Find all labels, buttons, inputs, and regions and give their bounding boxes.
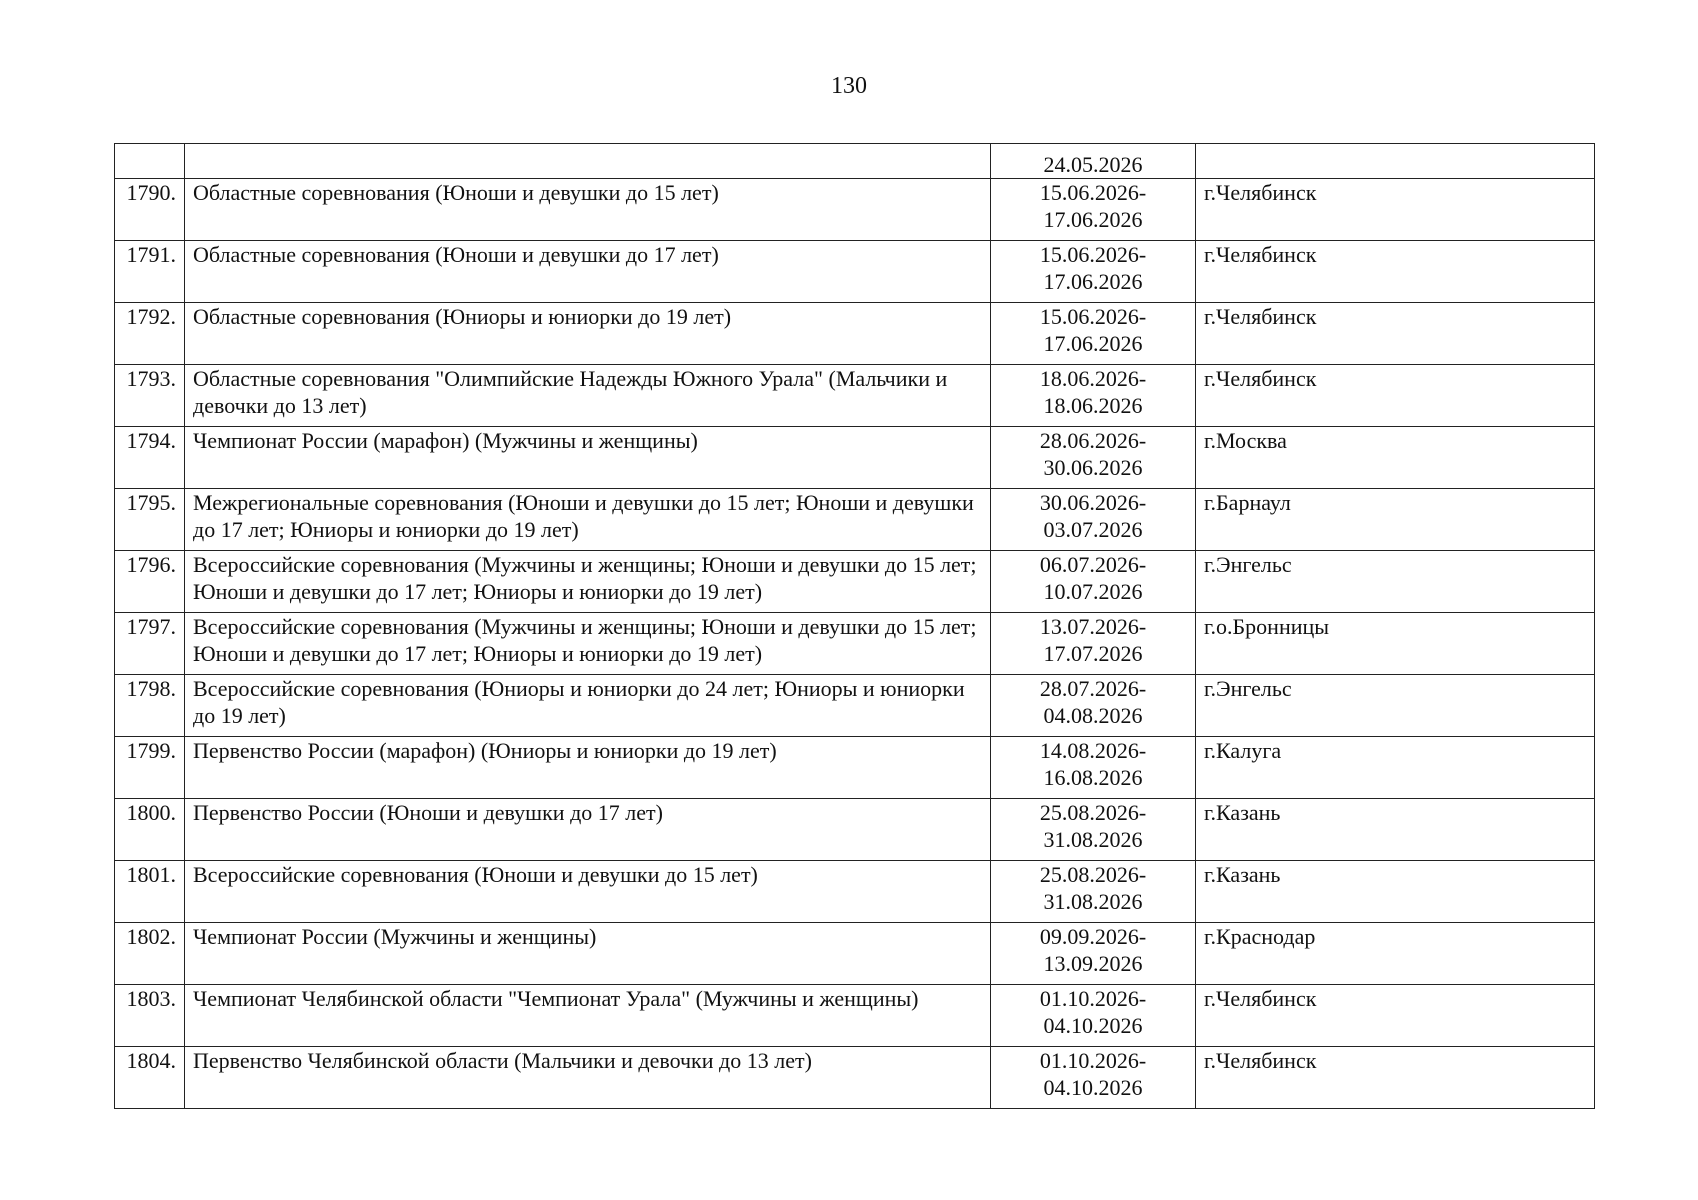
event-dates xyxy=(991,489,1196,551)
event-dates xyxy=(991,923,1196,985)
event-dates xyxy=(991,179,1196,241)
event-place: г.Энгельс xyxy=(1196,675,1595,737)
event-date-end: 04.08.2026 xyxy=(1043,703,1143,728)
table-row xyxy=(115,551,1595,613)
event-date-start: 14.08.2026- xyxy=(1039,738,1147,763)
event-dates xyxy=(991,551,1196,613)
event-name: Областные соревнования (Юноши и девушки до 15 лет) xyxy=(185,179,991,241)
event-date-end: 18.06.2026 xyxy=(1043,393,1143,418)
event-name: Первенство России (марафон) (Юниоры и юниорки до 19 лет) xyxy=(185,737,991,799)
event-place: г.Челябинск xyxy=(1196,303,1595,365)
event-date-end: 17.07.2026 xyxy=(1043,641,1143,666)
event-date-end: 17.06.2026 xyxy=(1043,269,1143,294)
row-number: 1803. xyxy=(115,985,185,1047)
table-row-continuation xyxy=(115,144,1595,179)
table-row xyxy=(115,303,1595,365)
row-number: 1795. xyxy=(115,489,185,551)
event-place: г.Челябинск xyxy=(1196,179,1595,241)
event-name: Областные соревнования (Юноши и девушки до 17 лет) xyxy=(185,241,991,303)
event-date-end: 16.08.2026 xyxy=(1043,765,1143,790)
event-name: Чемпионат России (Мужчины и женщины) xyxy=(185,923,991,985)
event-name xyxy=(185,144,991,179)
event-date-start: 18.06.2026- xyxy=(1039,366,1147,391)
row-number: 1792. xyxy=(115,303,185,365)
event-place xyxy=(1196,144,1595,179)
table-row xyxy=(115,985,1595,1047)
table-row xyxy=(115,737,1595,799)
event-date-start: 30.06.2026- xyxy=(1039,490,1147,515)
row-number: 1796. xyxy=(115,551,185,613)
event-date-start: 01.10.2026- xyxy=(1039,986,1147,1011)
event-name: Первенство Челябинской области (Мальчики и девочки до 13 лет) xyxy=(185,1047,991,1109)
row-number: 1801. xyxy=(115,861,185,923)
event-dates xyxy=(991,427,1196,489)
event-date-end: 03.07.2026 xyxy=(1043,517,1143,542)
event-place: г.Челябинск xyxy=(1196,1047,1595,1109)
event-name: Чемпионат России (марафон) (Мужчины и женщины) xyxy=(185,427,991,489)
row-number: 1794. xyxy=(115,427,185,489)
table-row xyxy=(115,613,1595,675)
table-row xyxy=(115,489,1595,551)
table-row xyxy=(115,1047,1595,1109)
row-number: 1791. xyxy=(115,241,185,303)
event-name: Межрегиональные соревнования (Юноши и девушки до 15 лет; Юноши и девушки до 17 лет; Юниоры и юниорки до 19 лет) xyxy=(185,489,991,551)
row-number: 1800. xyxy=(115,799,185,861)
event-dates xyxy=(991,799,1196,861)
event-date-start: 25.08.2026- xyxy=(1039,800,1147,825)
event-date-end: 31.08.2026 xyxy=(1043,889,1143,914)
row-number: 1797. xyxy=(115,613,185,675)
events-table-body xyxy=(115,144,1595,1109)
row-number: 1793. xyxy=(115,365,185,427)
event-place: г.Калуга xyxy=(1196,737,1595,799)
event-place: г.Барнаул xyxy=(1196,489,1595,551)
event-name: Всероссийские соревнования (Мужчины и женщины; Юноши и девушки до 15 лет; Юноши и девушки до 17 лет; Юниоры и юниорки до 19 лет) xyxy=(185,551,991,613)
row-number: 1804. xyxy=(115,1047,185,1109)
event-date-start: 15.06.2026- xyxy=(1039,242,1147,267)
event-date-start: 15.06.2026- xyxy=(1039,304,1147,329)
event-date-end: 17.06.2026 xyxy=(1043,207,1143,232)
event-dates xyxy=(991,303,1196,365)
event-date-start: 28.06.2026- xyxy=(1039,428,1147,453)
event-place: г.Челябинск xyxy=(1196,241,1595,303)
event-date-end: 30.06.2026 xyxy=(1043,455,1143,480)
page-number: 130 xyxy=(831,73,867,99)
event-place: г.Энгельс xyxy=(1196,551,1595,613)
event-date-start: 09.09.2026- xyxy=(1039,924,1147,949)
event-dates xyxy=(991,365,1196,427)
event-dates xyxy=(991,241,1196,303)
table-row xyxy=(115,365,1595,427)
event-date-start: 15.06.2026- xyxy=(1039,180,1147,205)
row-number: 1790. xyxy=(115,179,185,241)
row-number xyxy=(115,144,185,179)
event-date-end: 10.07.2026 xyxy=(1043,579,1143,604)
event-name: Первенство России (Юноши и девушки до 17 лет) xyxy=(185,799,991,861)
row-number: 1802. xyxy=(115,923,185,985)
table-row xyxy=(115,241,1595,303)
event-date-end: 13.09.2026 xyxy=(1043,951,1143,976)
event-date-start: 13.07.2026- xyxy=(1039,614,1147,639)
event-name: Всероссийские соревнования (Юноши и девушки до 15 лет) xyxy=(185,861,991,923)
event-dates xyxy=(991,1047,1196,1109)
event-dates xyxy=(991,613,1196,675)
event-dates: 24.05.2026 xyxy=(991,144,1196,179)
events-table xyxy=(114,143,1595,1109)
event-name: Всероссийские соревнования (Мужчины и женщины; Юноши и девушки до 15 лет; Юноши и девушки до 17 лет; Юниоры и юниорки до 19 лет) xyxy=(185,613,991,675)
event-date-end: 17.06.2026 xyxy=(1043,331,1143,356)
table-row xyxy=(115,675,1595,737)
row-number: 1798. xyxy=(115,675,185,737)
event-place: г.Казань xyxy=(1196,861,1595,923)
event-date-start: 28.07.2026- xyxy=(1039,676,1147,701)
event-date-end: 04.10.2026 xyxy=(1043,1013,1143,1038)
event-name: Чемпионат Челябинской области "Чемпионат Урала" (Мужчины и женщины) xyxy=(185,985,991,1047)
event-date-start: 01.10.2026- xyxy=(1039,1048,1147,1073)
event-place: г.Челябинск xyxy=(1196,365,1595,427)
event-dates xyxy=(991,737,1196,799)
event-dates xyxy=(991,985,1196,1047)
event-name: Всероссийские соревнования (Юниоры и юниорки до 24 лет; Юниоры и юниорки до 19 лет) xyxy=(185,675,991,737)
event-name: Областные соревнования "Олимпийские Надежды Южного Урала" (Мальчики и девочки до 13 лет) xyxy=(185,365,991,427)
table-row xyxy=(115,861,1595,923)
table-row xyxy=(115,179,1595,241)
event-date-end: 31.08.2026 xyxy=(1043,827,1143,852)
table-row xyxy=(115,923,1595,985)
row-number: 1799. xyxy=(115,737,185,799)
event-place: г.о.Бронницы xyxy=(1196,613,1595,675)
table-row xyxy=(115,799,1595,861)
event-dates xyxy=(991,861,1196,923)
event-place: г.Москва xyxy=(1196,427,1595,489)
table-row xyxy=(115,427,1595,489)
event-place: г.Краснодар xyxy=(1196,923,1595,985)
event-date-end: 04.10.2026 xyxy=(1043,1075,1143,1100)
event-dates xyxy=(991,675,1196,737)
event-date-start: 06.07.2026- xyxy=(1039,552,1147,577)
event-name: Областные соревнования (Юниоры и юниорки до 19 лет) xyxy=(185,303,991,365)
event-place: г.Челябинск xyxy=(1196,985,1595,1047)
event-place: г.Казань xyxy=(1196,799,1595,861)
event-date-start: 25.08.2026- xyxy=(1039,862,1147,887)
